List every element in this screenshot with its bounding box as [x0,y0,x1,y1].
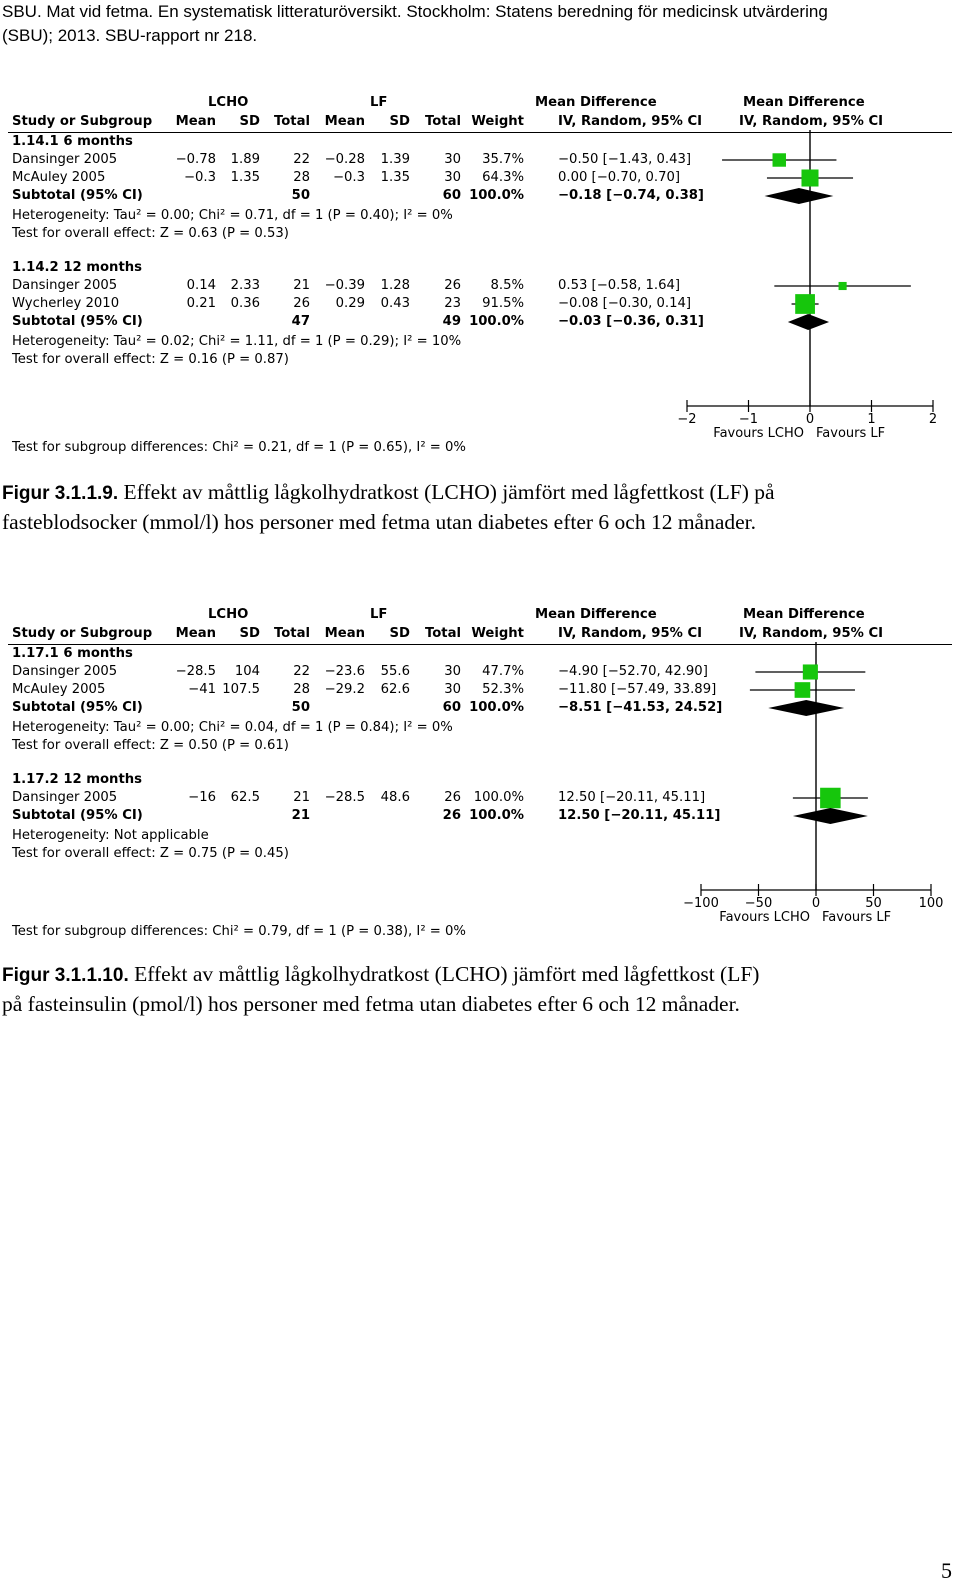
forest-plot-graphic [8,92,952,472]
effect-size-marker [820,788,841,809]
lf-sd: 1.28 [380,278,410,293]
header-line-1: SBU. Mat vid fetma. En systematisk litteraturöversikt. Stockholm: Statens beredning för medicinsk utvärdering [2,2,828,21]
subgroup-title: 1.14.1 6 months [12,134,133,149]
lf-sd: 0.43 [380,296,410,311]
header-line-2: (SBU); 2013. SBU-rapport nr 218. [2,26,258,45]
weight: 8.5% [490,278,524,293]
subtotal-label: Subtotal (95% CI) [12,700,143,715]
favours-lf-label: Favours LF [822,910,892,925]
lf-mean: −28.5 [324,790,365,805]
caption-text-line-1: Effekt av måttlig lågkolhydratkost (LCHO) jämfört med lågfettkost (LF) på [123,480,775,504]
subgroup-differences: Test for subgroup differences: Chi² = 0.79, df = 1 (P = 0.38), I² = 0% [12,924,466,939]
page-number: 5 [941,1558,952,1583]
lcho-total: 21 [293,790,310,805]
weight: 47.7% [482,664,524,679]
subgroup-title: 1.17.1 6 months [12,646,133,661]
lcho-sd: 1.89 [230,152,260,167]
heterogeneity: Heterogeneity: Tau² = 0.00; Chi² = 0.71, df = 1 (P = 0.40); I² = 0% [12,208,453,223]
weight: 100.0% [473,790,524,805]
subtotal-label: Subtotal (95% CI) [12,314,143,329]
col-lcho-sd: SD [239,114,260,129]
effect-size-marker [803,664,818,679]
lcho-sd: 0.36 [230,296,260,311]
lcho-mean: −41 [188,682,216,697]
lf-mean: 0.29 [335,296,365,311]
lf-mean: −23.6 [324,664,365,679]
lcho-sd: 107.5 [222,682,260,697]
effect-size-marker [795,682,811,698]
col-ci-table: IV, Random, 95% CI [558,626,703,641]
forest-plot-graphic [8,604,952,984]
lf-total: 30 [444,682,461,697]
subgroup-differences: Test for subgroup differences: Chi² = 0.21, df = 1 (P = 0.65), I² = 0% [12,440,466,455]
subtotal-label: Subtotal (95% CI) [12,188,143,203]
x-tick-label: −1 [738,412,759,427]
lcho-mean: 0.14 [186,278,216,293]
lcho-sd: 2.33 [230,278,260,293]
lf-sd: 1.39 [380,152,410,167]
col-lcho-sd: SD [239,626,260,641]
group-header-lf: LF [370,95,388,110]
heterogeneity: Heterogeneity: Tau² = 0.00; Chi² = 0.04, df = 1 (P = 0.84); I² = 0% [12,720,453,735]
study-name: Dansinger 2005 [12,278,118,293]
lf-total: 26 [444,278,461,293]
lf-mean: −0.28 [324,152,365,167]
heterogeneity: Heterogeneity: Not applicable [12,828,209,843]
lf-total: 30 [444,170,461,185]
figure-caption-1 [2,478,958,537]
col-weight: Weight [471,114,524,129]
overall-effect: Test for overall effect: Z = 0.50 (P = 0.61) [12,738,289,753]
x-tick-label: −100 [683,896,719,911]
effect-size-marker [795,294,815,314]
overall-effect: Test for overall effect: Z = 0.16 (P = 0.87) [12,352,289,367]
overall-effect: Test for overall effect: Z = 0.75 (P = 0.45) [12,846,289,861]
group-header-md-plot: Mean Difference [743,607,865,622]
subtotal-label: Subtotal (95% CI) [12,808,143,823]
x-tick-label: −50 [744,896,773,911]
subtotal-ci: −0.18 [−0.74, 0.38] [558,188,704,203]
study-name: Wycherley 2010 [12,296,120,311]
pooled-estimate-diamond [768,700,844,716]
col-study: Study or Subgroup [12,114,153,129]
subtotal-lf-total: 60 [442,700,461,715]
document-header [2,0,828,48]
weight: 91.5% [482,296,524,311]
col-lf-total: Total [424,626,461,641]
col-study: Study or Subgroup [12,626,153,641]
lf-sd: 1.35 [380,170,410,185]
study-name: Dansinger 2005 [12,790,118,805]
subtotal-lcho-total: 50 [291,700,310,715]
lf-total: 26 [444,790,461,805]
lf-sd: 55.6 [380,664,410,679]
pooled-estimate-diamond [764,188,833,204]
group-header-lcho: LCHO [208,607,249,622]
subtotal-ci: −8.51 [−41.53, 24.52] [558,700,723,715]
subtotal-lf-total: 26 [442,808,461,823]
effect-size-marker [801,169,818,186]
group-header-md-table: Mean Difference [535,607,657,622]
lcho-mean: −0.3 [183,170,216,185]
caption-text-line-2: fasteblodsocker (mmol/l) hos personer med fetma utan diabetes efter 6 och 12 månader. [2,510,757,534]
subtotal-ci: −0.03 [−0.36, 0.31] [558,314,704,329]
group-header-lf: LF [370,607,388,622]
col-lcho-mean: Mean [175,114,216,129]
subtotal-weight: 100.0% [469,808,524,823]
study-name: McAuley 2005 [12,682,106,697]
group-header-lcho: LCHO [208,95,249,110]
mean-difference-ci: −4.90 [−52.70, 42.90] [558,664,708,679]
lf-sd: 48.6 [380,790,410,805]
group-header-md-table: Mean Difference [535,95,657,110]
effect-size-marker [773,153,786,166]
favours-lcho-label: Favours LCHO [719,910,810,925]
forest-plot-fasting-glucose [8,92,960,472]
favours-lcho-label: Favours LCHO [713,426,804,441]
lcho-mean: −0.78 [175,152,216,167]
lf-mean: −29.2 [324,682,365,697]
x-tick-label: 100 [918,896,944,911]
subtotal-lcho-total: 47 [291,314,310,329]
subgroup-title: 1.14.2 12 months [12,260,142,275]
x-tick-label: 0 [805,412,815,427]
weight: 35.7% [482,152,524,167]
mean-difference-ci: −0.08 [−0.30, 0.14] [558,296,692,311]
mean-difference-ci: −0.50 [−1.43, 0.43] [558,152,692,167]
study-name: Dansinger 2005 [12,664,118,679]
mean-difference-ci: −11.80 [−57.49, 33.89] [558,682,717,697]
subtotal-lcho-total: 50 [291,188,310,203]
forest-plot-fasting-insulin [8,604,960,984]
lcho-sd: 62.5 [230,790,260,805]
lcho-sd: 104 [234,664,260,679]
lcho-total: 22 [293,664,310,679]
col-lcho-total: Total [273,626,310,641]
lcho-total: 26 [293,296,310,311]
study-name: Dansinger 2005 [12,152,118,167]
col-ci-plot: IV, Random, 95% CI [739,114,884,129]
mean-difference-ci: 12.50 [−20.11, 45.11] [558,790,706,805]
group-header-md-plot: Mean Difference [743,95,865,110]
lf-total: 30 [444,152,461,167]
lf-total: 30 [444,664,461,679]
pooled-estimate-diamond [793,808,868,824]
lcho-total: 28 [293,682,310,697]
x-tick-label: 0 [811,896,821,911]
subtotal-lcho-total: 21 [291,808,310,823]
weight: 52.3% [482,682,524,697]
lcho-mean: −16 [188,790,216,805]
overall-effect: Test for overall effect: Z = 0.63 (P = 0.53) [12,226,289,241]
caption-text-line-1: Effekt av måttlig lågkolhydratkost (LCHO) jämfört med lågfettkost (LF) [134,962,760,986]
subtotal-weight: 100.0% [469,188,524,203]
caption-label: Figur 3.1.1.9. [2,483,119,504]
subtotal-lf-total: 49 [442,314,461,329]
subtotal-lf-total: 60 [442,188,461,203]
col-ci-plot: IV, Random, 95% CI [739,626,884,641]
lcho-total: 21 [293,278,310,293]
heterogeneity: Heterogeneity: Tau² = 0.02; Chi² = 1.11, df = 1 (P = 0.29); I² = 10% [12,334,462,349]
mean-difference-ci: 0.00 [−0.70, 0.70] [558,170,681,185]
lf-mean: −0.39 [324,278,365,293]
x-tick-label: −2 [677,412,697,427]
col-lf-mean: Mean [324,626,365,641]
favours-lf-label: Favours LF [816,426,886,441]
col-weight: Weight [471,626,524,641]
lcho-mean: −28.5 [175,664,216,679]
figure-caption-2 [2,960,958,1019]
x-tick-label: 2 [928,412,938,427]
subtotal-ci: 12.50 [−20.11, 45.11] [558,808,721,823]
subtotal-weight: 100.0% [469,700,524,715]
subgroup-title: 1.17.2 12 months [12,772,142,787]
mean-difference-ci: 0.53 [−0.58, 1.64] [558,278,681,293]
x-tick-label: 1 [867,412,876,427]
lcho-mean: 0.21 [186,296,216,311]
pooled-estimate-diamond [788,314,829,330]
study-name: McAuley 2005 [12,170,106,185]
lf-total: 23 [444,296,461,311]
subtotal-weight: 100.0% [469,314,524,329]
weight: 64.3% [482,170,524,185]
col-lf-mean: Mean [324,114,365,129]
col-lf-sd: SD [389,626,410,641]
col-lcho-total: Total [273,114,310,129]
caption-label: Figur 3.1.1.10. [2,965,129,986]
x-tick-label: 50 [865,896,882,911]
lf-sd: 62.6 [380,682,410,697]
col-lf-sd: SD [389,114,410,129]
effect-size-marker [839,282,847,290]
col-lf-total: Total [424,114,461,129]
col-ci-table: IV, Random, 95% CI [558,114,703,129]
caption-text-line-2: på fasteinsulin (pmol/l) hos personer med fetma utan diabetes efter 6 och 12 månader. [2,992,740,1016]
lcho-total: 28 [293,170,310,185]
lf-mean: −0.3 [332,170,365,185]
lcho-sd: 1.35 [230,170,260,185]
lcho-total: 22 [293,152,310,167]
col-lcho-mean: Mean [175,626,216,641]
